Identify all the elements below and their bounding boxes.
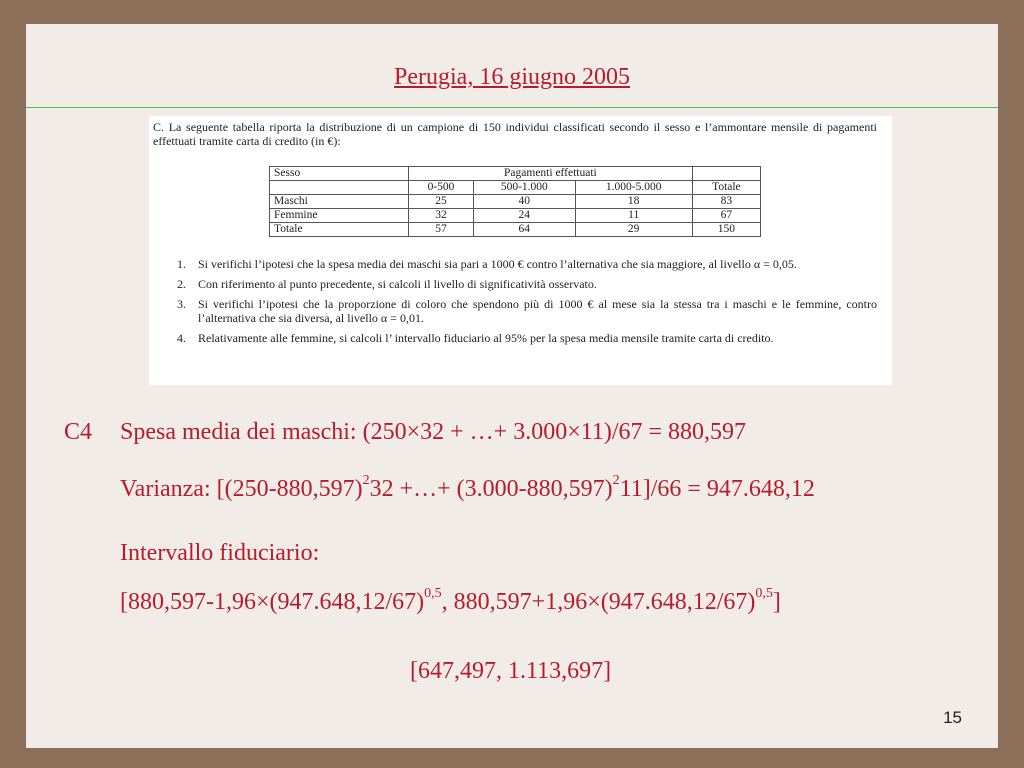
page-number: 15	[943, 708, 962, 727]
header-sesso: Sesso	[270, 167, 409, 181]
table-header-row	[270, 167, 761, 181]
question-item	[177, 331, 877, 345]
question-number: 4.	[177, 331, 186, 345]
formula-part: ]	[772, 589, 781, 615]
question-text: Si verifichi l’ipotesi che la spesa media dei maschi sia pari a 1000 € contro l’alternativa che sia maggiore, al livello α = 0,05.	[198, 257, 797, 271]
title-divider	[26, 107, 998, 108]
formula-part: , 880,597+1,96×(947.648,12/67)	[441, 589, 756, 615]
question-text: Relativamente alle femmine, si calcoli l’ intervallo fiduciario al 95% per la spesa media mensile tramite carta di credito.	[198, 331, 774, 345]
header-col: 500-1.000	[474, 181, 576, 195]
row-label: Maschi	[270, 195, 409, 209]
slide-title-text: Perugia, 16 giugno 2005	[394, 64, 630, 90]
table-row	[270, 195, 761, 209]
row-label: Femmine	[270, 209, 409, 223]
variance-part: 32 +…+ (3.000-880,597)	[369, 476, 613, 502]
table-cell: 67	[692, 209, 760, 223]
variance-part: Varianza: [(250-880,597)	[120, 476, 363, 502]
header-group: Pagamenti effettuati	[409, 167, 693, 181]
table-cell: 150	[692, 223, 760, 237]
solution-interval-label: Intervallo fiduciario:	[120, 540, 320, 566]
solution-result: [647,497, 1.113,697]	[410, 658, 612, 684]
question-text: Si verifichi l’ipotesi che la proporzione di coloro che spendono più di 1000 € al mese sia la stessa tra i maschi e le femmine, contro l’alternativa che sia diversa, al livello α = 0,01.	[198, 297, 877, 325]
solution-mean: Spesa media dei maschi: (250×32 + …+ 3.000×11)/67 = 880,597	[120, 419, 747, 445]
table-cell: 64	[474, 223, 576, 237]
question-item	[177, 297, 877, 325]
table-row	[270, 209, 761, 223]
header-col: 1.000-5.000	[575, 181, 692, 195]
table-cell: 83	[692, 195, 760, 209]
frequency-table	[269, 166, 761, 237]
solution-variance	[120, 473, 815, 503]
slide	[26, 24, 998, 748]
solution-label: C4	[64, 419, 93, 445]
subheader-empty	[270, 181, 409, 195]
exponent: 2	[362, 473, 370, 488]
question-text: Con riferimento al punto precedente, si calcoli il livello di significatività osservato.	[198, 277, 597, 291]
question-item	[177, 277, 877, 291]
table-subheader-row	[270, 181, 761, 195]
question-number: 3.	[177, 297, 186, 311]
variance-part: 11]/66 = 947.648,12	[619, 476, 815, 502]
table-cell: 11	[575, 209, 692, 223]
question-number: 1.	[177, 257, 186, 271]
table-row	[270, 223, 761, 237]
table-cell: 18	[575, 195, 692, 209]
header-col: Totale	[692, 181, 760, 195]
slide-title	[26, 64, 998, 91]
exercise-intro: C. La seguente tabella riporta la distribuzione di un campione di 150 individui classificati secondo il sesso e l’ammontare mensile di pagamenti effettuati tramite carta di credito (in €):	[153, 120, 877, 148]
table-cell: 24	[474, 209, 576, 223]
question-list	[177, 257, 877, 351]
table-cell: 29	[575, 223, 692, 237]
exponent: 0,5	[755, 586, 773, 601]
row-label: Totale	[270, 223, 409, 237]
exercise-image	[149, 116, 892, 385]
header-empty	[692, 167, 760, 181]
header-col: 0-500	[409, 181, 474, 195]
question-number: 2.	[177, 277, 186, 291]
table-cell: 25	[409, 195, 474, 209]
formula-part: [880,597-1,96×(947.648,12/67)	[120, 589, 425, 615]
table-cell: 32	[409, 209, 474, 223]
table-cell: 40	[474, 195, 576, 209]
table-cell: 57	[409, 223, 474, 237]
exponent: 0,5	[424, 586, 442, 601]
question-item	[177, 257, 877, 271]
solution-interval-formula	[120, 586, 781, 616]
exponent: 2	[612, 473, 620, 488]
